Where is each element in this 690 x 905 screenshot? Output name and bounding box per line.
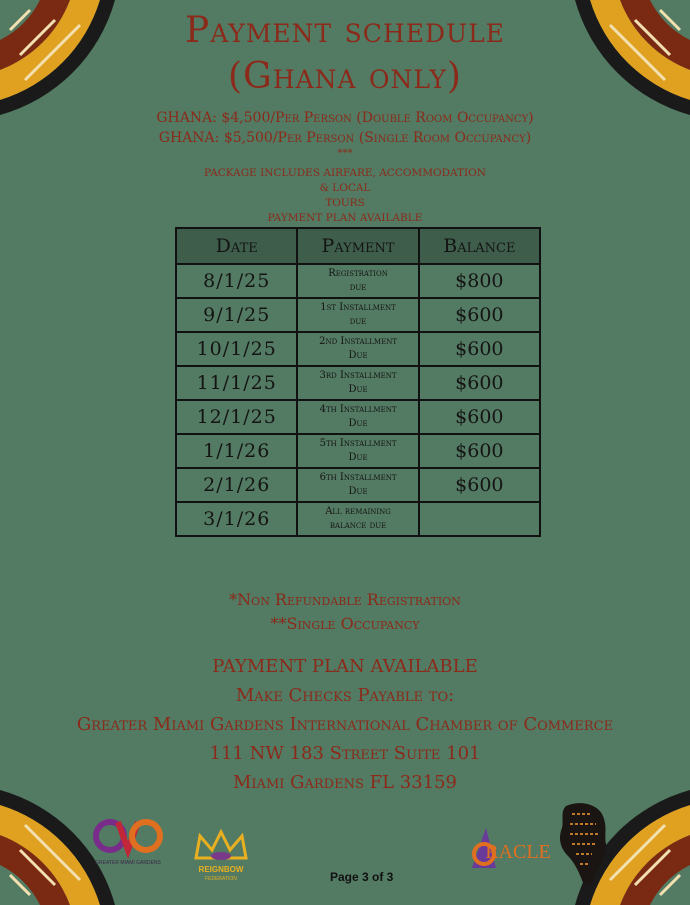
- row-payment: [297, 468, 418, 502]
- row-balance: $600: [419, 332, 540, 366]
- reignbow-logo-sub: FEDERATION: [205, 876, 237, 882]
- row-date: 10/1/25: [176, 332, 297, 366]
- header-payment: Payment: [297, 228, 418, 264]
- table-row: [176, 400, 540, 434]
- table-row: [176, 298, 540, 332]
- table-header-row: [176, 228, 540, 264]
- gmg-logo-text: GREATER MIAMI GARDENS: [95, 860, 161, 866]
- page-title-line1: Payment schedule: [185, 10, 505, 51]
- reignbow-logo-text: REIGNBOW: [198, 865, 244, 874]
- row-payment: [297, 400, 418, 434]
- payment-line2: Due: [348, 384, 368, 395]
- africa-silhouette-logo: [556, 800, 610, 890]
- table-row: [176, 468, 540, 502]
- header-date: Date: [176, 228, 297, 264]
- row-payment: [297, 366, 418, 400]
- row-date: 11/1/25: [176, 366, 297, 400]
- gmg-chamber-logo: [88, 812, 168, 872]
- row-payment: [297, 264, 418, 298]
- payment-line2: due: [349, 316, 367, 327]
- payment-line2: Due: [348, 350, 368, 361]
- header-balance: Balance: [419, 228, 540, 264]
- package-line1: PACKAGE INCLUDES AIRFARE, ACCOMMODATION & LOCAL: [204, 167, 486, 194]
- table-row: [176, 502, 540, 536]
- package-note: [200, 166, 490, 226]
- row-payment: [297, 502, 418, 536]
- row-date: 1/1/26: [176, 434, 297, 468]
- street-address: 111 NW 183 Street Suite 101: [209, 743, 481, 764]
- row-balance: $600: [419, 400, 540, 434]
- separator: ***: [337, 148, 353, 159]
- payment-line1: 1st Installment: [320, 302, 396, 313]
- row-balance: [419, 502, 540, 536]
- reignbow-federation-logo: [178, 828, 264, 886]
- row-balance: $800: [419, 264, 540, 298]
- organization-name: Greater Miami Gardens International Chamber of Commerce: [76, 714, 614, 735]
- note-single-occupancy: **Single Occupancy: [270, 614, 420, 633]
- payment-line2: Due: [348, 418, 368, 429]
- table-row: [176, 434, 540, 468]
- price-double-occupancy: GHANA: $4,500/Per Person (Double Room Occupancy): [156, 110, 534, 126]
- package-line3: PAYMENT PLAN AVAILABLE: [267, 212, 423, 224]
- payment-line1: Registration: [328, 268, 388, 279]
- row-payment: [297, 332, 418, 366]
- payment-schedule-table: [175, 227, 541, 537]
- price-single-occupancy: GHANA: $5,500/Per Person (Single Room Occupancy): [158, 130, 532, 146]
- row-balance: $600: [419, 468, 540, 502]
- payment-line1: 6th Installment: [319, 472, 397, 483]
- table-row: [176, 332, 540, 366]
- table-row: [176, 264, 540, 298]
- payment-plan-heading: PAYMENT PLAN AVAILABLE: [212, 656, 478, 677]
- row-payment: [297, 434, 418, 468]
- payment-line2: balance due: [329, 520, 387, 531]
- oracle-logo-text: RACLE: [485, 841, 550, 863]
- table-row: [176, 366, 540, 400]
- city-state-zip: Miami Gardens FL 33159: [232, 772, 458, 793]
- package-line2: TOURS: [325, 197, 365, 209]
- row-date: 3/1/26: [176, 502, 297, 536]
- row-date: 2/1/26: [176, 468, 297, 502]
- payment-line1: 4th Installment: [319, 404, 397, 415]
- row-date: 12/1/25: [176, 400, 297, 434]
- note-non-refundable: *Non Refundable Registration: [229, 590, 461, 609]
- row-balance: $600: [419, 366, 540, 400]
- row-balance: $600: [419, 298, 540, 332]
- page-title-line2: (Ghana only): [228, 56, 462, 97]
- page-number: Page 3 of 3: [330, 870, 394, 884]
- oracle-logo: [466, 820, 550, 876]
- payment-line2: due: [349, 282, 367, 293]
- row-date: 9/1/25: [176, 298, 297, 332]
- row-balance: $600: [419, 434, 540, 468]
- row-date: 8/1/25: [176, 264, 297, 298]
- payment-line1: All remaining: [325, 506, 391, 517]
- payment-line1: 3rd Installment: [319, 370, 397, 381]
- payment-line2: Due: [348, 452, 368, 463]
- payment-line1: 2nd Installment: [319, 336, 397, 347]
- row-payment: [297, 298, 418, 332]
- payment-line1: 5th Installment: [319, 438, 397, 449]
- checks-payable-label: Make Checks Payable to:: [235, 685, 455, 706]
- payment-line2: Due: [348, 486, 368, 497]
